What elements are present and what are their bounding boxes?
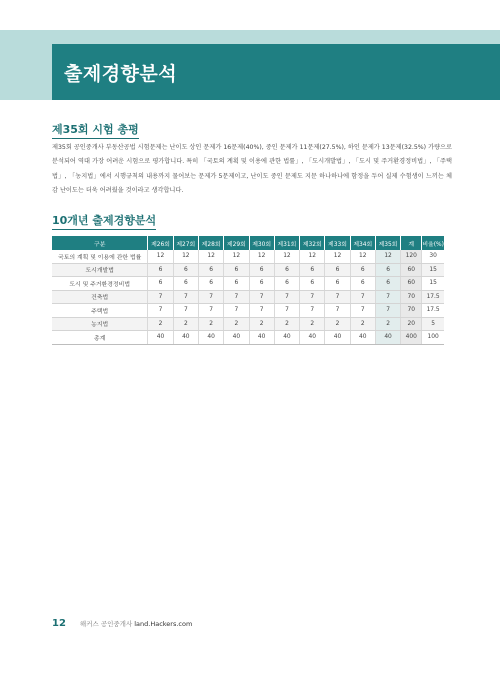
- table-cell: 12: [300, 250, 325, 263]
- table-cell: 7: [274, 304, 299, 318]
- row-label-cell: 도시 및 주거환경정비법: [52, 277, 148, 291]
- table-cell: 7: [274, 290, 299, 304]
- table-cell: 120: [401, 250, 422, 263]
- table-cell: 7: [148, 290, 173, 304]
- table-cell: 60: [401, 263, 422, 277]
- table-cell: 7: [350, 304, 375, 318]
- page-number: 12: [52, 618, 66, 629]
- table-cell: 40: [350, 331, 375, 345]
- table-cell: 40: [173, 331, 198, 345]
- table-cell: 70: [401, 304, 422, 318]
- table-cell: 7: [224, 304, 249, 318]
- table-row: [52, 277, 444, 291]
- trend-section-title: 10개년 출제경향분석: [52, 212, 156, 230]
- overview-paragraph: 제35회 공인중개사 부동산공법 시험문제는 난이도 상인 문제가 16문제(40%), 중인 문제가 11문제(27.5%), 하인 문제가 13문제(32.5%) 가량으로 분석되어 역대 가장 어려운 시험으로 평가합니다. 특히 「국토의 계획 및 이용에 관한 법률」, 「도시개발법」, 「도시 및 주거환경정비법」, 「주택법」, 「농지법」에서 시행규칙의 내용까지 물어보는 문제가 5문제이고, 난이도 중인 문제도 지문 하나하나에 함정을 두어 실제 수험생이 느끼는 체감 난이도는 더욱 어려웠을 것이라고 생각합니다.: [52, 144, 452, 194]
- table-cell: 12: [148, 250, 173, 263]
- table-cell: 12: [173, 250, 198, 263]
- table-cell: 7: [350, 290, 375, 304]
- table-cell: 6: [249, 277, 274, 291]
- table-cell: 6: [173, 263, 198, 277]
- table-header-cell: 비율(%): [422, 236, 444, 250]
- table-cell: 15: [422, 277, 444, 291]
- row-label-cell: 국토의 계획 및 이용에 관한 법률: [52, 250, 148, 263]
- table-row: [52, 304, 444, 318]
- table-header-cell: 제27회: [173, 236, 198, 250]
- table-cell: 6: [375, 263, 400, 277]
- table-cell: 12: [274, 250, 299, 263]
- table-header-cell: 제32회: [300, 236, 325, 250]
- table-cell: 7: [224, 290, 249, 304]
- table-header-cell: 계: [401, 236, 422, 250]
- table-cell: 40: [300, 331, 325, 345]
- table-row: [52, 250, 444, 263]
- table-cell: 7: [173, 290, 198, 304]
- table-cell: 6: [300, 263, 325, 277]
- table-cell: 12: [350, 250, 375, 263]
- table-header-row: [52, 236, 444, 250]
- footer-publisher: 해커스 공인중개사: [79, 620, 133, 628]
- table-cell: 17.5: [422, 290, 444, 304]
- table-cell: 7: [325, 304, 350, 318]
- table-cell: 70: [401, 290, 422, 304]
- table-cell: 40: [198, 331, 223, 345]
- table-header-cell: 제26회: [148, 236, 173, 250]
- table-cell: 6: [350, 263, 375, 277]
- table-cell: 6: [274, 277, 299, 291]
- table-cell: 12: [249, 250, 274, 263]
- table-cell: 2: [300, 317, 325, 331]
- table-cell: 60: [401, 277, 422, 291]
- table-cell: 6: [249, 263, 274, 277]
- table-header-cell: 제28회: [198, 236, 223, 250]
- table-cell: 30: [422, 250, 444, 263]
- table-cell: 2: [224, 317, 249, 331]
- table-row: [52, 290, 444, 304]
- row-label-cell: 농지법: [52, 317, 148, 331]
- row-label-cell: 주택법: [52, 304, 148, 318]
- table-cell: 6: [375, 277, 400, 291]
- trend-table: [52, 236, 444, 345]
- table-cell: 17.5: [422, 304, 444, 318]
- table-row: [52, 263, 444, 277]
- table-cell: 6: [325, 277, 350, 291]
- table-cell: 5: [422, 317, 444, 331]
- table-header-cell: 제30회: [249, 236, 274, 250]
- table-header-cell: 제29회: [224, 236, 249, 250]
- table-header-cell: 제33회: [325, 236, 350, 250]
- table-cell: 7: [375, 304, 400, 318]
- table-cell: 2: [249, 317, 274, 331]
- table-cell: 15: [422, 263, 444, 277]
- footer: [52, 618, 192, 629]
- table-cell: 6: [325, 263, 350, 277]
- table-cell: 400: [401, 331, 422, 345]
- table-row: [52, 331, 444, 345]
- table-cell: 40: [224, 331, 249, 345]
- table-cell: 7: [249, 304, 274, 318]
- table-cell: 6: [224, 277, 249, 291]
- table-cell: 40: [325, 331, 350, 345]
- table-cell: 100: [422, 331, 444, 345]
- table-cell: 6: [148, 277, 173, 291]
- table-cell: 7: [148, 304, 173, 318]
- table-cell: 7: [300, 290, 325, 304]
- table-cell: 2: [350, 317, 375, 331]
- table-cell: 6: [173, 277, 198, 291]
- table-cell: 2: [148, 317, 173, 331]
- table-cell: 6: [148, 263, 173, 277]
- footer-url: land.Hackers.com: [134, 620, 193, 628]
- table-cell: 12: [325, 250, 350, 263]
- row-label-cell: 총계: [52, 331, 148, 345]
- table-cell: 12: [375, 250, 400, 263]
- table-cell: 40: [148, 331, 173, 345]
- table-cell: 7: [325, 290, 350, 304]
- table-cell: 2: [274, 317, 299, 331]
- table-cell: 40: [375, 331, 400, 345]
- table-cell: 7: [300, 304, 325, 318]
- table-cell: 2: [375, 317, 400, 331]
- table-cell: 2: [198, 317, 223, 331]
- table-cell: 40: [274, 331, 299, 345]
- table-cell: 12: [198, 250, 223, 263]
- table-cell: 7: [198, 304, 223, 318]
- table-cell: 6: [198, 263, 223, 277]
- table-cell: 40: [249, 331, 274, 345]
- table-cell: 6: [350, 277, 375, 291]
- table-header-cell: 제35회: [375, 236, 400, 250]
- table-cell: 7: [173, 304, 198, 318]
- table-header-cell: 제34회: [350, 236, 375, 250]
- page-title: 출제경향분석: [64, 62, 178, 85]
- table-cell: 12: [224, 250, 249, 263]
- table-cell: 7: [198, 290, 223, 304]
- table-header-cell: 제31회: [274, 236, 299, 250]
- table-cell: 6: [224, 263, 249, 277]
- table-cell: 6: [300, 277, 325, 291]
- row-label-cell: 건축법: [52, 290, 148, 304]
- table-row: [52, 317, 444, 331]
- table-cell: 6: [198, 277, 223, 291]
- overview-section-title: 제35회 시험 총평: [52, 121, 139, 139]
- table-header-cell: 구분: [52, 236, 148, 250]
- table-cell: 7: [375, 290, 400, 304]
- table-cell: 2: [173, 317, 198, 331]
- table-cell: 7: [249, 290, 274, 304]
- table-cell: 2: [325, 317, 350, 331]
- page-banner: [52, 44, 500, 100]
- table-cell: 20: [401, 317, 422, 331]
- table-cell: 6: [274, 263, 299, 277]
- row-label-cell: 도시개발법: [52, 263, 148, 277]
